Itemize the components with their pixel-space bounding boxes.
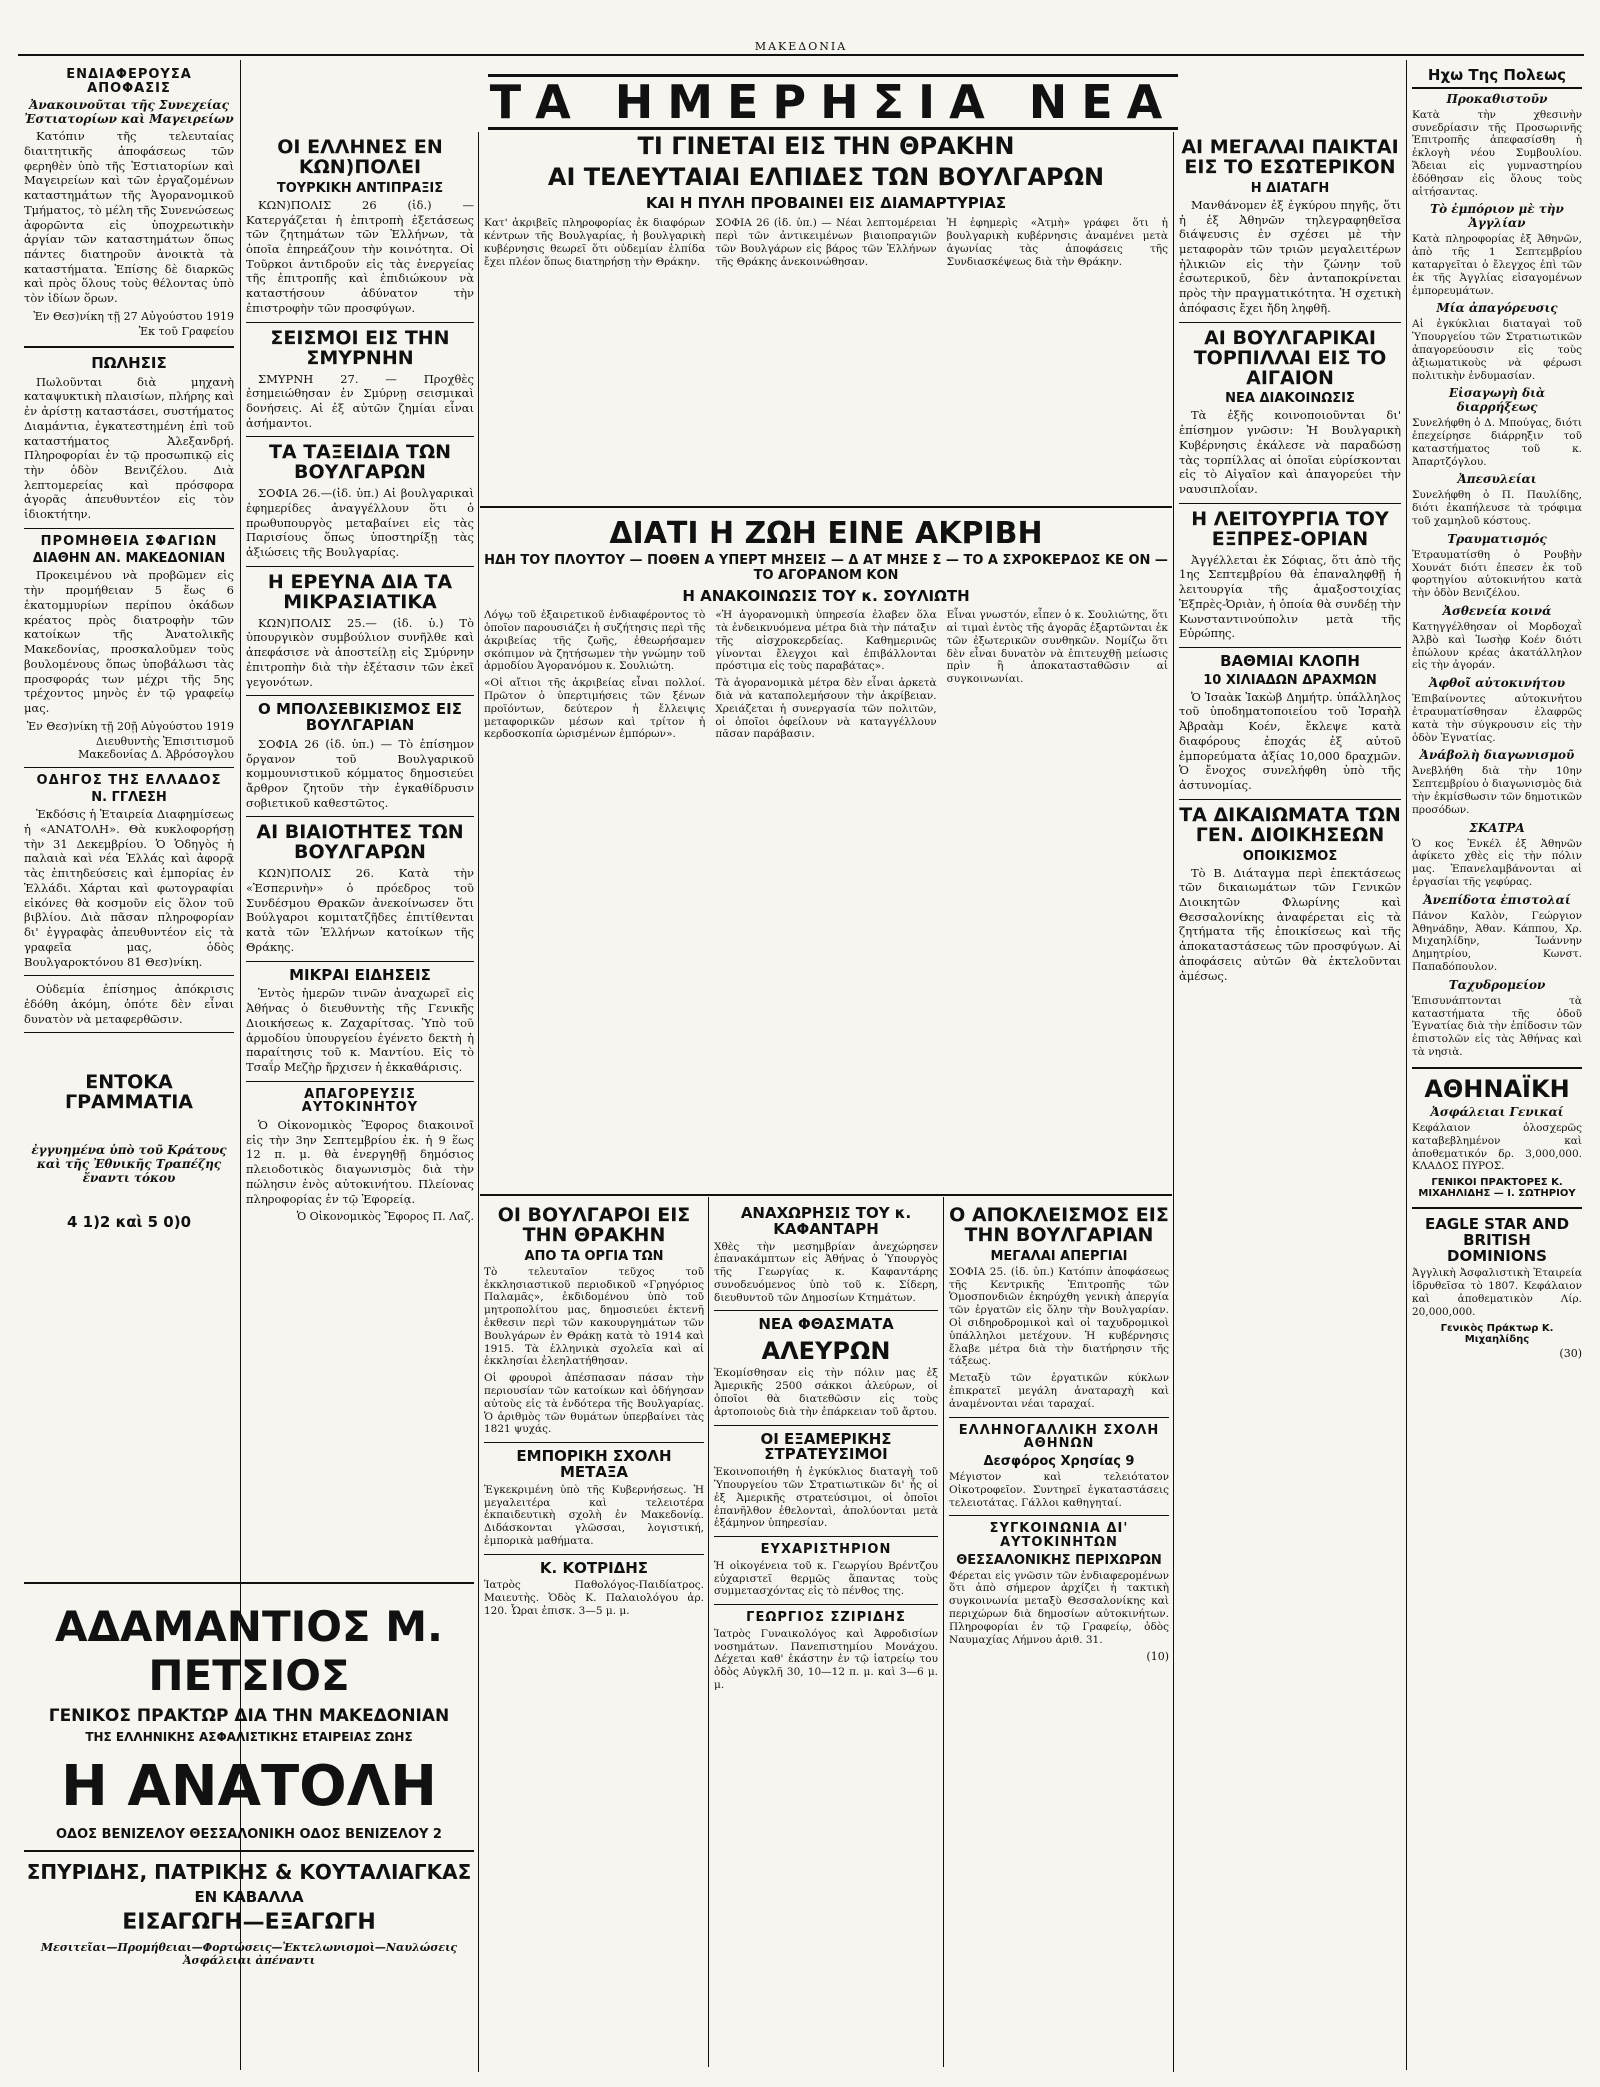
article-text: Κατ' ἀκριβεῖς πληροφορίας ἐκ διαφόρων κέντρων τῆς Βουλγαρίας, ἡ βουλγαρικὴ κυβέρνησις θεωρεῖ ὅτι οὐδεμίαν ἐλπίδα ἔχει πλέον ὅπως διατηρήσῃ τὴν Θράκην. [484,217,706,268]
ad-name: ΑΘΗΝΑΪΚΗ [1424,1074,1570,1103]
headline: ΝΕΑ ΦΘΑΣΜΑΤΑ [758,1315,894,1334]
article-text: Ὁ Ἰσαὰκ Ἰακὼβ Δημήτρ. ὑπάλληλος τοῦ ὑποδηματοποιείου τοῦ Ἰσραὴλ Ἀβραὰμ Κοέν, ἔκλεψε κατὰ διαφόρους ἐποχάς ἐξ αὐτοῦ ἐμπορεύματα ἀξίας 10,000 δραχμῶν. Ὁ ἔνοχος συνελήφθη ὑπὸ τῆς ἀστυνομίας. [1179,689,1401,792]
article-text: ΣΟΦΙΑ 26 (ἰδ. ὑπ.) — Νέαι λεπτομέρειαι περὶ τῶν ἀντικειμένων βιαιοπραγιῶν τῶν Βουλγάρων εἰς βάρος τῶν Ἑλλήνων τῆς Θράκης ἀνεκοινώθησαν. [715,217,937,268]
column-1 [24,62,234,1572]
divider [246,695,474,696]
headline: Τραυματισμός [1447,531,1547,546]
headline: Προκαθιστοῦν [1446,91,1548,106]
main-lower-col-a [484,1200,704,2070]
article-text: Συνελήφθη ὁ Π. Παυλίδης, διότι ἐκαπήλευσε τὰ τρόφιμα τοῦ χαμηλοῦ κόστους. [1412,489,1582,528]
subheadline: ΚΑΙ Η ΠΥΛΗ ΠΡΟΒΑΙΝΕΙ ΕΙΣ ΔΙΑΜΑΡΤΥΡΙΑΣ [645,194,1007,213]
article-text: Μέγιστον καὶ τελειότατον Οἰκοτροφεῖον. Συντηρεῖ ἐγκαταστάσεις τελειοτάτας. Γάλλοι καθηγηταί. [949,1470,1169,1509]
main-lower-col-b [714,1200,938,2070]
column-rule [478,132,479,2072]
article-text: Ἐκομίσθησαν εἰς τὴν πόλιν μας ἐξ Ἀμερικῆς 2500 σάκκοι ἀλεύρων, οἱ ὁποῖοι θὰ διατεθῶσιν εἰς τοὺς ἀρτοποιοὺς διὰ τὴν ἐπάρκειαν τοῦ ἄρτου. [714,1367,938,1418]
subheadline: Δεσφόρος Χρησίας 9 [983,1453,1135,1469]
signature: Ἐν Θεσ)νίκη τῇ 20ῇ Αὐγούστου 1919 [26,719,234,733]
column-6 [1412,62,1582,2070]
headline: ΑΙ ΒΟΥΛΓΑΡΙΚΑΙ ΤΟΡΠΙΛΛΑΙ ΕΙΣ ΤΟ ΑΙΓΑΙΟΝ [1193,326,1387,389]
divider [484,1442,704,1443]
article-text: Κατόπιν τῆς τελευταίας διαιτητικῆς ἀποφάσεως τῶν φερηθὲν ὑπὸ τῆς Ἐστιατορίων καὶ Μαγειρείων καὶ τῶν ἐργαζομένων καταστημάτων τῆς Ἀγορανομικοῦ Τμήματος, τὸ μέλη τῆς Συνενώσεως ἀφορῶντα εἰς ὑποχρεωτικὴν ἀργίαν τῶν καταστημάτων ὅπως πάντες διατηροῦν ἀνοικτὰ τὰ καταστήματα. Ἐπίσης δὲ διαρκῶς καὶ πρὸς ὅλους τοὺς θέλοντας ὑπὸ τὸν ἰδίων ὅρων. [24,129,234,306]
article-text: Μεταξὺ τῶν ἐργατικῶν κύκλων ἐπικρατεῖ μεγάλη ἀναταραχὴ καὶ ἀναμένονται νέαι ταραχαί. [949,1372,1169,1410]
article-text: Ἐγκεκριμένη ὑπὸ τῆς Κυβερνήσεως. Ἡ μεγαλειτέρα καὶ τελειοτέρα ἐκπαιδευτικὴ σχολὴ ἐν Μακεδονίᾳ. Διδάσκονται γλῶσσαι, λογιστική, ἐμπορικὰ μαθήματα. [484,1483,704,1547]
article-text: Τὰ ἀγορανομικὰ μέτρα δὲν εἶναι ἀρκετὰ διὰ νὰ καταπολεμήσουν τὴν ἀκρίβειαν. Χρειάζεται ἡ συνεργασία τῶν πολιτῶν, οἱ ὁποῖοι ὀφείλουν νὰ καταγγέλλουν πᾶσαν παράβασιν. [715,677,937,741]
article-text: ἐγγυημένα ὑπὸ τοῦ Κράτους καὶ τῆς Ἐθνικῆς Τραπέζης ἔναντι τόκου [31,1143,227,1186]
top-rule [18,54,1584,56]
ad-name: EAGLE STAR AND BRITISH DOMINIONS [1424,1215,1570,1265]
divider [246,816,474,817]
article-text: Εἶναι γνωστόν, εἶπεν ὁ κ. Σουλιώτης, ὅτι αἱ τιμαὶ ἐντὸς τῆς ἀγορᾶς ἐξαρτῶνται ἐκ τῶν ἐξωτερικῶν συνθηκῶν. Νομίζω ὅτι δὲν εἶναι δυνατὸν νὰ ἐπιτευχθῇ μείωσις πρὶν ἢ ἀποκατασταθῶσιν αἱ συγκοινωνίαι. [946,609,1168,686]
ad-line: Μεσιτεῖαι—Προμήθειαι—Φορτώσεις—Ἐκτελωνισμοὶ—Ναυλώσεις Ἀσφάλειαι ἀπέναντι [40,1941,458,1967]
article-text: Πάνον Καλὸν, Γεώργιον Ἀθηνάδην, Ἀθαν. Κάππου, Χρ. Μιχαηλίδην, Ἰωάννην Δημητρίου, Κωνστ. Παπαδόπουλον. [1412,909,1582,973]
headline: Εἰσαγωγὴ διὰ διαρρήξεως [1448,386,1546,415]
subheadline: ΟΠΟΙΚΙΣΜΟΣ [1242,848,1338,864]
subheadline: ΔΙΑΘΗΝ ΑΝ. ΜΑΚΕΔΟΝΙΑΝ [32,551,226,567]
article-text: «Ἡ ἀγορανομικὴ ὑπηρεσία ἐλαβεν ὅλα τὰ ἐνδεικνυόμενα μέτρα διὰ τὴν πάταξιν τῆς αἰσχροκερδείας. Καθημερινῶς γίνονται ἔλεγχοι καὶ ἐπιβάλλονται πρόστιμα εἰς τοὺς παραβάτας». [715,609,937,673]
ad-line: Ἀσφάλειαι Γενικαί [1430,1104,1564,1119]
divider [714,1425,938,1426]
headline: ΤΑ ΔΙΚΑΙΩΜΑΤΑ ΤΩΝ ΓΕΝ. ΔΙΟΙΚΗΣΕΩΝ [1179,803,1401,846]
article-text: Συνελήφθη ὁ Δ. Μπούγας, διότι ἐπεχείρησε διάρρηξιν τοῦ καταστήματος τοῦ κ. Ἀπαρτζόγλου. [1412,417,1582,468]
headline: ΤΑ ΤΑΞΕΙΔΙΑ ΤΩΝ ΒΟΥΛΓΑΡΩΝ [268,441,452,484]
article-text: Ἐκδόσις ἡ Ἑταιρεία Διαφημίσεως ἡ «ΑΝΑΤΟΛΗ». Θὰ κυκλοφορήσῃ τὴν 31 Δεκεμβρίου. Ὁ Ὁδηγὸς ἡ παλαιὰ καὶ νέα Ἑλλάς καὶ ἀφορᾷ τὰς ἐπιτηδεύσεις καὶ ἐμπορίας ἐν Ἑλλάδι. Χάρται καὶ φωτογραφίαι εἰκόνες θὰ κοσμοῦν εἰς ὅλον τοῦ βιβλίου. Διὰ πᾶσαν πληροφορίαν δι' ἐγγραφὰς ἀπευθυντέον εἰς τὰ γραφεῖα μας, ὁδὸς Βουλγαροκτόνου 81 Θεσ)νίκη. [24,807,234,969]
headline: ΣΥΓΚΟΙΝΩΝΙΑ ΔΙ' ΑΥΤΟΚΙΝΗΤΩΝ [989,1521,1129,1550]
section-title: Ηχω Της Πολεως [1412,68,1582,89]
divider [24,346,234,348]
headline: ΜΙΚΡΑΙ ΕΙΔΗΣΕΙΣ [289,965,431,984]
article-text: Ἡ οἰκογένεια τοῦ κ. Γεωργίου Βρέντζου εὐχαριστεῖ θερμῶς ἅπαντας τοὺς συμμετασχόντας εἰς τὸ πένθος της. [714,1559,938,1598]
headline: ΑΝΑΧΩΡΗΣΙΣ ΤΟΥ κ. ΚΑΦΑΝΤΑΡΗ [740,1204,912,1238]
article-text: Ἀγγέλλεται ἐκ Σόφιας, ὅτι ἀπὸ τῆς 1ης Σεπτεμβρίου θὰ ἐπαναληφθῇ ἡ λειτουργία τῆς ἁμαξοστοιχίας Ἐξπρὲς-Ὀριὰν, ἡ ὁποία θὰ συνδέῃ τὴν Κωνσταντινούπολιν μετὰ τῆς Εὐρώπης. [1179,552,1401,641]
headline: ΣΕΙΣΜΟΙ ΕΙΣ ΤΗΝ ΣΜΥΡΝΗΝ [270,326,450,369]
column-rule [1173,132,1174,2072]
headline: Ἀσθενεία κοινά [1442,604,1552,619]
ad-line: ΕΙΣΑΓΩΓΗ—ΕΞΑΓΩΓΗ [122,1910,376,1935]
article-text: Οἱ φρουροὶ ἀπέσπασαν πάσαν τὴν περιουσίαν τῶν κατοίκων καὶ ὁδήγησαν αὐτοὺς εἰς τὰ ἐνδότερα τῆς Βουλγαρίας. Ὁ ἀριθμὸς τῶν θυμάτων ὑπερβαίνει τὰς 1821 ψυχάς. [484,1372,704,1436]
article-text: Ἐτραυματίσθη ὁ Ρουβὴν Χουνάτ διότι ἐπεσεν ἐκ τοῦ φορτηγίου αὐτοκινήτου κατὰ τὴν ὁδὸν Βενιζέλου. [1412,548,1582,600]
article-text: Φέρεται εἰς γνῶσιν τῶν ἐνδιαφερομένων ὅτι ἀπὸ σήμερον ἀρχίζει ἡ τακτικὴ συγκοινωνία μεταξὺ Θεσσαλονίκης καὶ περιχώρων διὰ δημοσίων αὐτοκινήτων. Πληροφορίαι ἐν τῷ Γραφείῳ, ὁδὸς Ναυμαχίας Λήμνου ἀριθ. 31. [949,1569,1169,1646]
column-5 [1179,132,1401,2070]
divider [714,1536,938,1537]
article-text: Μανθάνομεν ἐξ ἐγκύρου πηγῆς, ὅτι ἡ ἐξ Ἀθηνῶν τηλεγραφηθεῖσα διάψευσις ἐν σχέσει μὲ τὴν μεταφορὰν τῶν τριῶν μεγαλειτέρων ἡλικιῶν εἰς τὴν ζώνην τοῦ ἐσωτερικοῦ, δὲν ἀνταποκρίνεται πρὸς τὴν πραγματικότητα. Ἡ σχετικὴ ἀπόφασις ἔχει ἤδη ληφθῆ. [1179,197,1401,315]
headline: Ἀπεσυλείαι [1457,472,1537,487]
subheadline: ΗΔΗ ΤΟΥ ΠΛΟΥΤΟΥ — ΠΟΘΕΝ Α ΥΠΕΡΤ ΜΗΣΕΙΣ — Δ ΑΤ ΜΗΣΕ Σ — ΤΟ Α ΣΧΡΟΚΕΡΔΟΣ ΚΕ ΟΝ — ΤΟ ΑΓΟΡΑΝΟΜ ΚΟΝ [484,552,1168,583]
divider [1412,1207,1582,1209]
ad-text: Κεφάλαιον ὁλοσχερῶς καταβεβλημένον καὶ ἀποθεματικόν δρ. 3,000,000. ΚΛΑΔΟΣ ΠΥΡΟΣ. [1412,1121,1582,1173]
divider [1179,322,1401,323]
subheadline: ΑΠΟ ΤΑ ΟΡΓΙΑ ΤΩΝ [524,1248,664,1264]
headline: ΑΠΑΓΟΡΕΥΣΙΣ ΑΥΤΟΚΙΝΗΤΟΥ [301,1086,419,1116]
divider [1412,1067,1582,1069]
ad-line: ΕΝ ΚΑΒΑΛΛΑ [194,1888,304,1906]
headline: ΤΙ ΓΙΝΕΤΑΙ ΕΙΣ ΤΗΝ ΘΡΑΚΗΝ [637,132,1015,160]
subheadline: ΤΟΥΡΚΙΚΗ ΑΝΤΙΠΡΑΞΙΣ [276,180,444,196]
signature: Ἐν Θεσ)νίκη τῇ 27 Αὐγούστου 1919 [33,309,234,323]
divider [24,767,234,768]
main-cost-story [484,512,1168,1192]
headline: Ο ΑΠΟΚΛΕΙΣΜΟΣ ΕΙΣ ΤΗΝ ΒΟΥΛΓΑΡΙΑΝ [949,1204,1169,1246]
subheadline: ΘΕΣΣΑΛΟΝΙΚΗΣ ΠΕΡΙΧΩΡΩΝ [956,1552,1162,1568]
article-text: Ὁ κος Ἐνκέλ ἐξ Ἀθηνῶν ἀφίκετο χθὲς εἰς τὴν πόλιν μας. Ἐπανελαμβάνονται αἱ ἐργασίαι τῆς γεφύρας. [1412,837,1582,889]
subheadline: Η ΑΝΑΚΟΙΝΩΣΙΣ ΤΟΥ κ. ΣΟΥΛΙΩΤΗ [682,586,970,605]
subheadline: Ἀνακοινοῦται τῆς Συνεχείας Ἐστιατορίων καὶ Μαγειρείων [24,98,234,127]
column-rule [943,1197,944,2067]
article-text: Προκειμένου νὰ προβῶμεν εἰς τὴν προμήθειαν 5 ἕως 6 ἑκατομμυρίων περίπου ὀκάδων κρέατος πρὸς διατροφὴν τῶν κατοίκων τῆς Ἀνατολικῆς Μακεδονίας, προσκαλοῦμεν τοὺς βουλομένους ὅπως ὑποβάλωσι τὰς προσφοράς των μέχρι τῆς 5ης τρέχοντος μηνὸς ἐν τῷ γραφείῳ μας. [24,568,234,715]
headline: Η ΕΡΕΥΝΑ ΔΙΑ ΤΑ ΜΙΚΡΑΣΙΑΤΙΚΑ [267,570,453,613]
article-text: ΣΟΦΙΑ 26.—(ἰδ. ὑπ.) Αἱ βουλγαρικαὶ ἐφημερίδες ἀναγγέλλουν ὅτι ὁ πρωθυπουργὸς μεταβαίνει εἰς τὰς Παρισίους ὅπως ὑποστηρίξῃ τὰς ἀξιώσεις τῆς Βουλγαρίας. [246,486,474,560]
headline: ΔΙΑΤΙ Η ΖΩΗ ΕΙΝΕ ΑΚΡΙΒΗ [609,516,1043,551]
headline: Ταχυδρομείον [1448,977,1546,992]
article-text: Κατηγγέλθησαν οἱ Μορδοχαῒ Ἀλβὸ καὶ Ἰωσὴφ Κοέν διότι ἐπώλουν κρέας ἀκατάλληλον εἰς τὴν ἀγοράν. [1412,621,1582,672]
article-text: ΚΩΝ)ΠΟΛΙΣ 25.— (ἰδ. ὑ.) Τὸ ὑπουργικὸν συμβούλιον συνῆλθε καὶ ἀπεφάσισε νὰ ἀποστείλῃ εἰς Σμύρνην ἐπιτροπὴν διὰ τὴν ἐξέτασιν τῶν ἐκεῖ γεγονότων. [246,615,474,689]
divider [1179,799,1401,800]
subheadline: Ν. ΓΓΛΕΣΗ [91,790,167,806]
article-text: ΚΩΝ)ΠΟΛΙΣ 26. Κατὰ τὴν «Ἐσπερινὴν» ὁ πρόεδρος τοῦ Συνδέσμου Θρακῶν ἀνεκοίνωσεν ὅτι Βούλγαροι κομιτατζῆδες ἐπιτίθενται κατὰ τῶν Ἑλλήνων κατοίκων τῆς Θράκης. [246,866,474,954]
headline: ΕΝΔΙΑΦΕΡΟΥΣΑ ΑΠΟΦΑΣΙΣ [66,67,192,96]
interest-rate: 4 1)2 καὶ 5 0)0 [66,1213,192,1232]
headline: ΟΙ ΒΟΥΛΓΑΡΟΙ ΕΙΣ ΤΗΝ ΘΡΑΚΗΝ [497,1204,691,1246]
headline: ΟΙ ΕΛΛΗΝΕΣ ΕΝ ΚΩΝ)ΠΟΛΕΙ [277,136,443,178]
headline: ΟΙ ΕΞΑΜΕΡΙΚΗΣ ΣΤΡΑΤΕΥΣΙΜΟΙ [760,1429,892,1464]
headline: Ἀφθοῖ αὐτοκινήτου [1428,676,1566,691]
article-text: Λόγῳ τοῦ ἐξαιρετικοῦ ἐνδιαφέροντος τὸ ὁποῖον παρουσιάζει ἡ συζήτησις περὶ τῆς ἀκριβείας τῆς ζωῆς, ἐθεωρήσαμεν σκόπιμον νὰ ζητήσωμεν τὴν γνώμην τοῦ ἀρμοδίου Ἀγορανόμου κ. Σουλιώτη. [484,609,706,673]
article-text: Ἐκοινοποιήθη ἡ ἐγκύκλιος διαταγὴ τοῦ Ὑπουργείου τῶν Στρατιωτικῶν δι' ἧς οἱ ἐξ Ἀμερικῆς στρατεύσιμοι, οἱ ὁποῖοι ἐπανῆλθον ἐθελονταὶ, ἀπολύονται μετὰ ἑξάμηνον ὑπηρεσίαν. [714,1466,938,1530]
divider [1179,503,1401,504]
headline: Ἀνάβολὴ διαγωνισμοῦ [1419,748,1575,763]
divider [1179,647,1401,648]
divider [714,1310,938,1311]
page-number: (10) [1146,1650,1169,1664]
column-rule [708,1197,709,2067]
article-text: Ἐπιβαίνοντες αὐτοκινήτου ἐτραυματίσθησαν ἐλαφρῶς κατὰ τὴν σύγκρουσιν εἰς τὴν ὁδὸν Ἐγνατίας. [1412,693,1582,744]
headline: ΑΙ ΤΕΛΕΥΤΑΙΑΙ ΕΛΠΙΔΕΣ ΤΩΝ ΒΟΥΛΓΑΡΩΝ [547,163,1105,192]
headline: ΟΔΗΓΟΣ ΤΗΣ ΕΛΛΑΔΟΣ [36,772,222,788]
divider [484,1554,704,1555]
headline: ΕΜΠΟΡΙΚΗ ΣΧΟΛΗ ΜΕΤΑΞΑ [516,1447,672,1481]
headline: Ἀνεπίδοτα ἐπιστολαί [1423,892,1571,907]
signature: Ἐκ τοῦ Γραφείου [138,324,234,338]
article-text: Τὸ τελευταῖον τεῦχος τοῦ ἐκκλησιαστικοῦ περιοδικοῦ «Γρηγόριος Παλαμᾶς», ἐκδιδομένου ὑπὸ τοῦ μητροπολίτου μας, δημοσιεύει ἐκτενῆ ἐκθεσιν περὶ τῶν κακουργημάτων τῶν Βουλγάρων ἐν Θράκῃ κατὰ τὸ 1914 καὶ 1915. Τὰ ἑλληνικὰ σχολεῖα καὶ αἱ ἐκκλησίαι ἐλεηλατήθησαν. [484,1265,704,1368]
article-text: Οὐδεμία ἐπίσημος ἀπόκρισις ἐδόθη ἀκόμη, ὁπότε δὲν εἶναι δυνατὸν νὰ μεταφερθῶσιν. [24,982,234,1026]
article-text: Τὸ Β. Διάταγμα περὶ ἐπεκτάσεως τῶν δικαιωμάτων τῶν Γενικῶν Διοικητῶν Φλωρίνης καὶ Θεσσαλονίκης ἀναφέρεται εἰς τὰ ζητήματα τῆς ἐποικίσεως καὶ τῆς ἀποκαταστάσεως τῶν προσφύγων. Αἱ ἀποφάσεις αὐτῶν θὰ ἐκτελοῦνται ἀμέσως. [1179,865,1401,983]
divider [24,528,234,529]
article-text: Αἱ ἐγκύκλιαι διαταγαὶ τοῦ Ὑπουργείου τῶν Στρατιωτικῶν ἀπαγορεύουσιν εἰς τοὺς ἀξιωματικοὺς νὰ φέρωσι πολιτικὴν ἐνδυμασίαν. [1412,318,1582,382]
headline: ΕΥΧΑΡΙΣΤΗΡΙΟΝ [760,1542,892,1558]
subheadline: ΝΕΑ ΔΙΑΚΟΙΝΩΣΙΣ [1225,391,1355,407]
article-text: ΣΟΦΙΑ 25. (ἰδ. ὑπ.) Κατόπιν ἀποφάσεως τῆς Κεντρικῆς Ἐπιτροπῆς τῶν Ὁμοσπονδιῶν ἐκηρύχθη γενικὴ ἀπεργία τῶν ἐργατῶν εἰς ὅλην τὴν Βουλγαρίαν. Οἱ σιδηροδρομικοὶ καὶ οἱ ταχυδρομικοὶ ὑπάλληλοι μετέχουν. Ἡ κυβέρνησις ἔλαβε μέτρα διὰ τὴν διατήρησιν τῆς τάξεως. [949,1265,1169,1368]
article-text: Πωλοῦνται διὰ μηχανὴ καταψυκτικὴ πλαισίων, πλήρης καὶ ἐν ἀρίστῃ καταστάσει, συστήματος Διαμάντια, ἐγκατεστημένη ἐπὶ τοῦ καταστήματος Ἀλεξανδρή. Πληροφορίαι ἐν τῷ προσωπικῷ εἰς τὴν ὁδὸν Βενιζέλου. Διὰ λεπτομερείας καὶ πρόσφορα ἀγορᾶς ἀπευθυντέον εἰς τὸν ἰδιοκτήτην. [24,374,234,522]
ad-line: ΤΗΣ ΕΛΛΗΝΙΚΗΣ ΑΣΦΑΛΙΣΤΙΚΗΣ ΕΤΑΙΡΕΙΑΣ ΖΩΗΣ [85,1730,413,1744]
article-text: Κατὰ τὴν χθεσινὴν συνεδρίασιν τῆς Προσωρινῆς Ἐπιτροπῆς ἀπεφασίσθη ἡ ἐκλογὴ νέου Συμβουλίου. Ἄδειαι εἰς γυμναστηρίου ἐδόθησαν εἰς ὅλους τοὺς αἰτήσαντας. [1412,108,1582,198]
ad-line: ΓΕΝΙΚΟΣ ΠΡΑΚΤΩΡ ΔΙΑ ΤΗΝ ΜΑΚΕΔΟΝΙΑΝ [48,1706,450,1726]
divider [246,961,474,962]
page-number: (30) [1559,1346,1582,1360]
article-text: ΣΜΥΡΝΗ 27. — Προχθὲς ἐσημειώθησαν ἐν Σμύρνῃ σεισμικαὶ δονήσεις. Αἱ ἐξ αὐτῶν ζημίαι εἶναι ἀσήμαντοι. [246,371,474,430]
headline: ΕΛΛΗΝΟΓΑΛΛΙΚΗ ΣΧΟΛΗ ΑΘΗΝΩΝ [958,1422,1160,1452]
divider [24,1032,234,1033]
ad-brand: Η ΑΝΑΤΟΛΗ [61,1754,437,1819]
headline: Η ΛΕΙΤΟΥΡΓΙΑ ΤΟΥ ΕΞΠΡΕΣ-ΟΡΙΑΝ [1191,507,1389,550]
subheadline: ΜΕΓΑΛΑΙ ΑΠΕΡΓΙΑΙ [990,1248,1128,1264]
article-text: Ἡ ἐφημερὶς «Ἀτμὴ» γράφει ὅτι ἡ βουλγαρικὴ κυβέρνησις ἀναμένει μετὰ ἀγωνίας τὰς ἀποφάσεις τῆς Συνδιασκέψεως διὰ τὴν Θράκην. [946,217,1168,268]
headline: ΠΩΛΗΣΙΣ [91,353,167,372]
headline: ΑΙ ΜΕΓΑΛΑΙ ΠΑΙΚΤΑΙ ΕΙΣ ΤΟ ΕΣΩΤΕΡΙΚΟΝ [1181,136,1399,178]
insurance-ad [24,1582,474,2074]
main-top-story [484,128,1168,503]
subheadline: 10 ΧΙΛΙΑΔΩΝ ΔΡΑΧΜΩΝ [1203,672,1377,688]
divider [480,506,1172,508]
headline: ΓΕΩΡΓΙΟΣ ΣΖΙΡΙΔΗΣ [746,1610,906,1626]
ad-agent: ΓΕΝΙΚΟΙ ΠΡΑΚΤΟΡΕΣ Κ. ΜΙΧΑΗΛΙΔΗΣ — Ι. ΣΩΤΗΡΙΟΥ [1418,1177,1576,1200]
headline: Ο ΜΠΟΛΣΕΒΙΚΙΣΜΟΣ ΕΙΣ ΒΟΥΛΓΑΡΙΑΝ [258,700,462,735]
headline: ΑΙ ΒΙΑΙΟΤΗΤΕΣ ΤΩΝ ΒΟΥΛΓΑΡΩΝ [256,821,464,864]
headline: ΕΝΤΟΚΑ ΓΡΑΜΜΑΤΙΑ [65,1071,193,1114]
signature: Ὁ Οἰκονομικὸς Ἔφορος Π. Λαζ. [296,1210,474,1224]
divider [246,322,474,323]
article-text: Ἀνεβλήθη διὰ τὴν 10ην Σεπτεμβρίου ὁ διαγωνισμὸς διὰ τὴν ἐκμίσθωσιν τῶν δημοτικῶν προσόδων. [1412,765,1582,816]
main-lower-col-c [949,1200,1169,2070]
top-strip: ΜΑΚΕΔΟΝΙΑ [754,40,848,53]
ad-agent: Γενικὸς Πράκτωρ Κ. Μιχαηλίδης [1440,1322,1554,1345]
divider [246,436,474,437]
ad-text: Ἀγγλικὴ Ἀσφαλιστικὴ Ἑταιρεία ἱδρυθεῖσα τὸ 1807. Κεφάλαιον καὶ ἀποθεματικὸν Λίρ. 20,000,000. [1412,1267,1582,1318]
divider [246,1081,474,1082]
divider [714,1604,938,1605]
article-text: ΚΩΝ)ΠΟΛΙΣ 26 (ἰδ.) — Κατεργάζεται ἡ ἐπιτροπὴ ἐξετάσεως τῶν ζητημάτων τῶν Ἑλλήνων, τὰ ὁποῖα ἐπηρεάζουν τὴν κοινότητα. Οἱ Τοῦρκοι ἀντιδροῦν εἰς τὰς ἐνεργείας τῆς ἐπιτροπῆς καὶ ἐπιδιώκουν νὰ καταστήσουν ἀδύνατον τὴν ἐπιστροφὴν τῶν προσφύγων. [246,197,474,315]
headline: Τὸ ἐμπόριον μὲ τὴν Ἀγγλίαν [1430,202,1564,231]
divider [949,1515,1169,1516]
article-text: Ἰατρὸς Γυναικολόγος καὶ Ἀφροδισίων νοσημάτων. Πανεπιστημίου Μονάχου. Δέχεται καθ' ἑκάστην ἐν τῷ ἰατρείῳ του ὁδὸς Αὐγκλῆ 30, 10—12 π. μ. καὶ 3—6 μ. μ. [714,1627,938,1691]
column-2 [246,132,474,1572]
article-text: Χθὲς τὴν μεσημβρίαν ἀνεχώρησεν ἐπανακάμπτων εἰς Ἀθήνας ὁ Ὑπουργὸς τῆς Γεωργίας κ. Καφαντάρης συνοδευόμενος ὑπὸ τοῦ κ. Σίδερη, διευθυντοῦ τῶν Δημοσίων Κτημάτων. [714,1240,938,1304]
column-rule [1406,60,1407,2070]
article-text: Ὁ Οἰκονομικὸς Ἔφορος διακοινοῖ εἰς τὴν 3ην Σεπτεμβρίου ἐκ. ἡ 9 ἕως 12 π. μ. θὰ ἐνεργηθῇ δημόσιος πλειοδοτικὸς διαγωνισμὸς διὰ τὴν πώλησιν ἑνὸς αὐτοκινήτου. Πλείονας πληροφορίας ἐν τῷ Ἐφορείᾳ. [246,1117,474,1206]
masthead-title: ΤΑ ΗΜΕΡΗΣΙΑ ΝΕΑ [489,75,1177,129]
headline: Μία ἀπαγόρευσις [1436,301,1558,316]
divider [24,1850,474,1852]
headline: ΒΑΘΜΙΑΙ ΚΛΟΠΗ [1220,651,1360,670]
signature: Διευθυντὴς Ἐπισιτισμοῦ Μακεδονίας Δ. Ἀβρόσογλου [78,734,234,761]
newspaper-page [18,12,1584,2077]
headline: Κ. ΚΟΤΡΙΔΗΣ [539,1558,649,1577]
article-text: Ἐπισυνάπτονται τὰ καταστήματα τῆς ὁδοῦ Ἐγνατίας διὰ τὴν ἐπίδοσιν τῶν ἐπιστολῶν εἰς τὰς Ἀθήνας καὶ τὰ νησιὰ. [1412,994,1582,1058]
headline: ΑΛΕΥΡΩΝ [761,1337,891,1366]
article-text: Ἐντὸς ἡμερῶν τινῶν ἀναχωρεῖ εἰς Ἀθήνας ὁ διευθυντὴς τῆς Γενικῆς Διοικήσεως κ. Ζαχαρίτσας. Ὑπὸ τοῦ ἀρμοδίου ὑπουργείου ἐγένετο δεκτὴ ἡ παραίτησις τοῦ κ. Μαντίου. Εἰς τὸ Τσαΐρ Μεζὴρ ἤρχισεν ἡ ἐκκαθάρισις. [246,986,474,1074]
subheadline: Η ΔΙΑΤΑΓΗ [1250,180,1330,196]
ad-line: ΣΠΥΡΙΔΗΣ, ΠΑΤΡΙΚΗΣ & ΚΟΥΤΑΛΙΑΓΚΑΣ [26,1860,472,1884]
article-text: «Οἱ αἴτιοι τῆς ἀκριβείας εἶναι πολλοί. Πρῶτον ὁ ὑπερτιμήσεις τῶν ξένων προϊόντων, δεύτερον ἡ ἔλλειψις μεταφορικῶν μέσων καὶ τρίτον ἡ κερδοσκοπία ὡρισμένων ἐμπόρων». [484,677,706,741]
divider [24,975,234,976]
article-text: ΣΟΦΙΑ 26 (ἰδ. ὑπ.) — Τὸ ἐπίσημον ὄργανον τοῦ Βουλγαρικοῦ κομμουνιστικοῦ κόμματος δημοσιεύει ἄρθρον ζητοῦν τὴν ἐγκαθίδρυσιν σοβιετικοῦ καθεστῶτος. [246,736,474,810]
article-text: Κατὰ πληροφορίας ἐξ Ἀθηνῶν, ἀπὸ τῆς 1 Σεπτεμβρίου καταργεῖται ὁ ἔλεγχος ἐπὶ τῶν ἐκ τῆς Ἀγγλίας εἰσαγομένων ἐμπορευμάτων. [1412,233,1582,297]
article-text: Τὰ ἐξῆς κοινοποιοῦνται δι' ἐπίσημον γνῶσιν: Ἡ Βουλγαρικὴ Κυβέρνησις ἐκάλεσε νὰ παραδώσῃ τὰς τορπίλλας αἱ ὁποῖαι εὑρίσκονται εἰς τὸ Αἰγαῖον καὶ ἀπαγορεύει τὴν ναυσιπλοΐαν. [1179,408,1401,497]
divider [480,1194,1172,1196]
headline: ΣΚΑΤΡΑ [1469,820,1525,835]
article-text: Ἰατρὸς Παθολόγος-Παιδίατρος. Μαιευτὴς. Ὁδὸς Κ. Παλαιολόγου ἀρ. 120. Ὧραι ἐπισκ. 3—5 μ. μ. [484,1579,704,1618]
headline: ΠΡΟΜΗΘΕΙΑ ΣΦΑΓΙΩΝ [40,533,218,549]
ad-address: ΟΔΟΣ ΒΕΝΙΖΕΛΟΥ ΘΕΣΣΑΛΟΝΙΚΗ ΟΔΟΣ ΒΕΝΙΖΕΛΟΥ 2 [56,1827,442,1842]
divider [949,1417,1169,1418]
divider [246,566,474,567]
ad-name: ΑΔΑΜΑΝΤΙΟΣ Μ. ΠΕΤΣΙΟΣ [54,1602,443,1700]
